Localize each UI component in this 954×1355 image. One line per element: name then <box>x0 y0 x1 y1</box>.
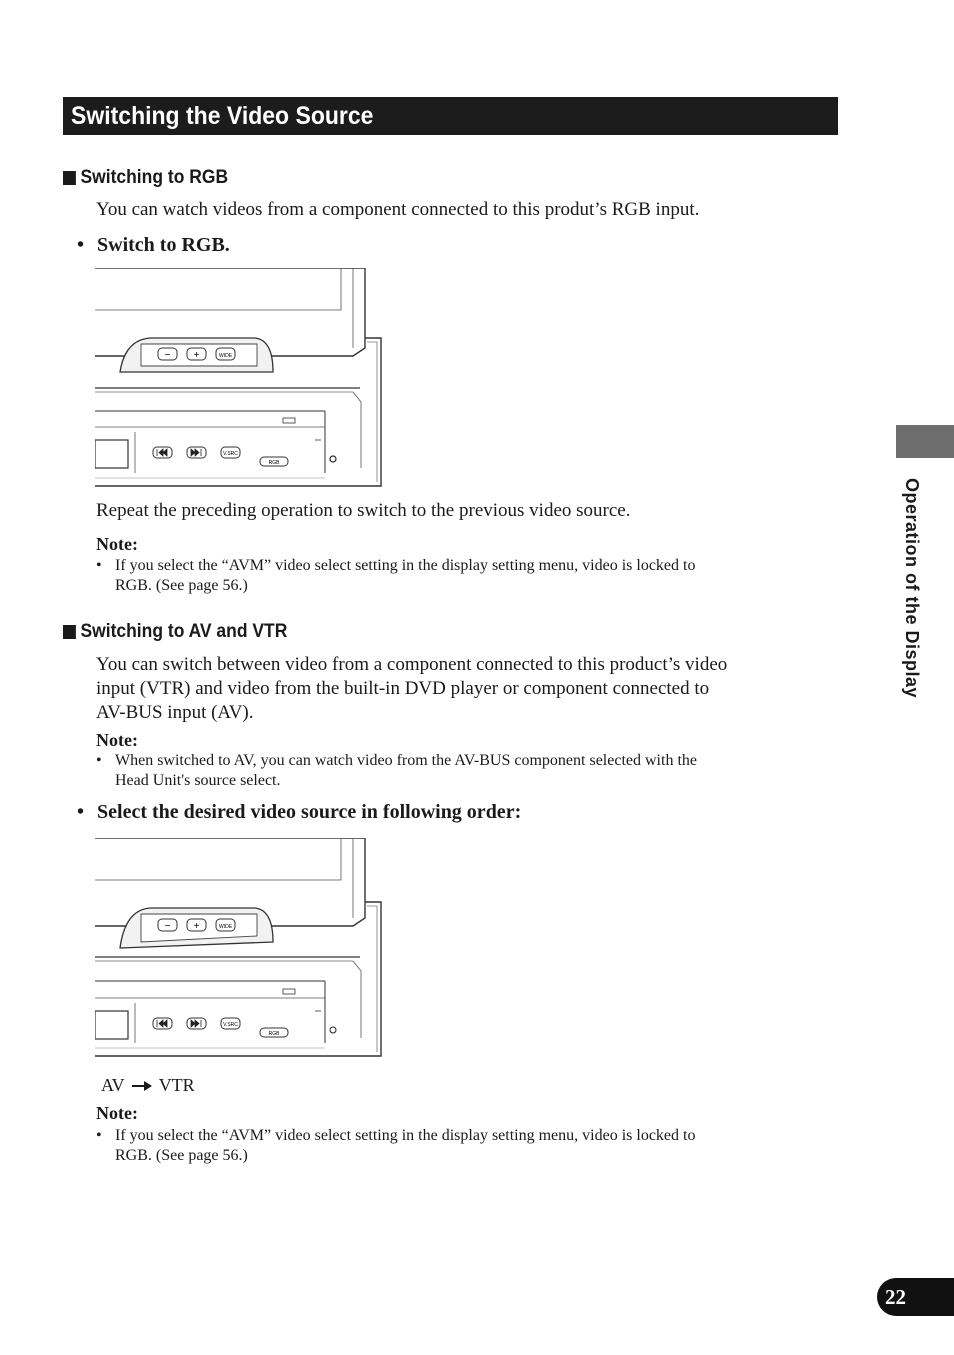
rgb-button-label: RGB <box>268 1031 280 1037</box>
step-bullet: • <box>77 234 85 256</box>
square-bullet-icon <box>63 625 76 639</box>
note-2-line-2: Head Unit's source select. <box>115 772 281 789</box>
rgb-after-text: Repeat the preceding operation to switch to the previous video source. <box>96 500 631 521</box>
square-bullet-icon <box>63 171 76 185</box>
wide-button-label: WIDE <box>218 353 233 359</box>
vsrc-button-label: V.SRC <box>223 1022 238 1028</box>
av-vtr-intro-line-1: You can switch between video from a component connected to this product’s video <box>96 654 728 675</box>
plus-button-label: + <box>193 350 200 361</box>
arrow-right-icon <box>130 1080 154 1092</box>
side-tab-label <box>896 478 926 748</box>
av-vtr-step-text: Select the desired video source in following order: <box>97 801 522 823</box>
page-title: Switching the Video Source <box>71 102 374 130</box>
minus-button-label: − <box>164 350 171 361</box>
rgb-step-text: Switch to RGB. <box>97 234 230 256</box>
av-vtr-step <box>77 800 521 824</box>
source-order <box>101 1075 195 1096</box>
note-label-1: Note: <box>96 534 138 554</box>
note-2 <box>96 751 796 791</box>
note-2-line-1: When switched to AV, you can watch video from the AV-BUS component selected with the <box>115 752 697 769</box>
page-number-badge <box>877 1278 954 1316</box>
subheading-av-vtr <box>63 621 287 643</box>
vsrc-button-label: V.SRC <box>223 451 238 457</box>
note-1-line-1: If you select the “AVM” video select setting in the display setting menu, video is locked to <box>115 557 696 574</box>
side-tab-text: Operation of the Display <box>902 478 922 699</box>
source-av: AV <box>101 1075 125 1095</box>
section-title-bar <box>63 97 838 135</box>
note-1-line-2: RGB. (See page 56.) <box>115 577 248 594</box>
device-illustration-av-vtr <box>95 838 383 1060</box>
av-vtr-intro <box>96 653 816 725</box>
rgb-button-label: RGB <box>268 460 280 466</box>
minus-button-label: − <box>164 921 171 932</box>
note-3 <box>96 1126 796 1166</box>
note-bullet: • <box>96 1127 102 1144</box>
rgb-intro: You can watch videos from a component connected to this produt’s RGB input. <box>96 199 700 220</box>
subheading-rgb <box>63 167 228 189</box>
note-label-2: Note: <box>96 730 138 750</box>
note-bullet: • <box>96 752 102 769</box>
rgb-step <box>77 233 230 257</box>
page-number: 22 <box>885 1285 906 1309</box>
note-1 <box>96 556 796 596</box>
step-bullet: • <box>77 801 85 823</box>
subheading-av-vtr-text: Switching to AV and VTR <box>80 621 288 642</box>
note-3-line-1: If you select the “AVM” video select setting in the display setting menu, video is locked to <box>115 1127 696 1144</box>
note-label-3: Note: <box>96 1103 138 1123</box>
av-vtr-intro-line-3: AV-BUS input (AV). <box>96 702 254 723</box>
note-3-line-2: RGB. (See page 56.) <box>115 1147 248 1164</box>
source-vtr: VTR <box>158 1075 195 1095</box>
device-illustration-rgb <box>95 268 383 490</box>
note-bullet: • <box>96 557 102 574</box>
wide-button-label: WIDE <box>218 924 233 930</box>
subheading-rgb-text: Switching to RGB <box>80 167 229 188</box>
av-vtr-intro-line-2: input (VTR) and video from the built-in DVD player or component connected to <box>96 678 710 699</box>
plus-button-label: + <box>193 921 200 932</box>
section-tab-marker <box>896 425 954 458</box>
